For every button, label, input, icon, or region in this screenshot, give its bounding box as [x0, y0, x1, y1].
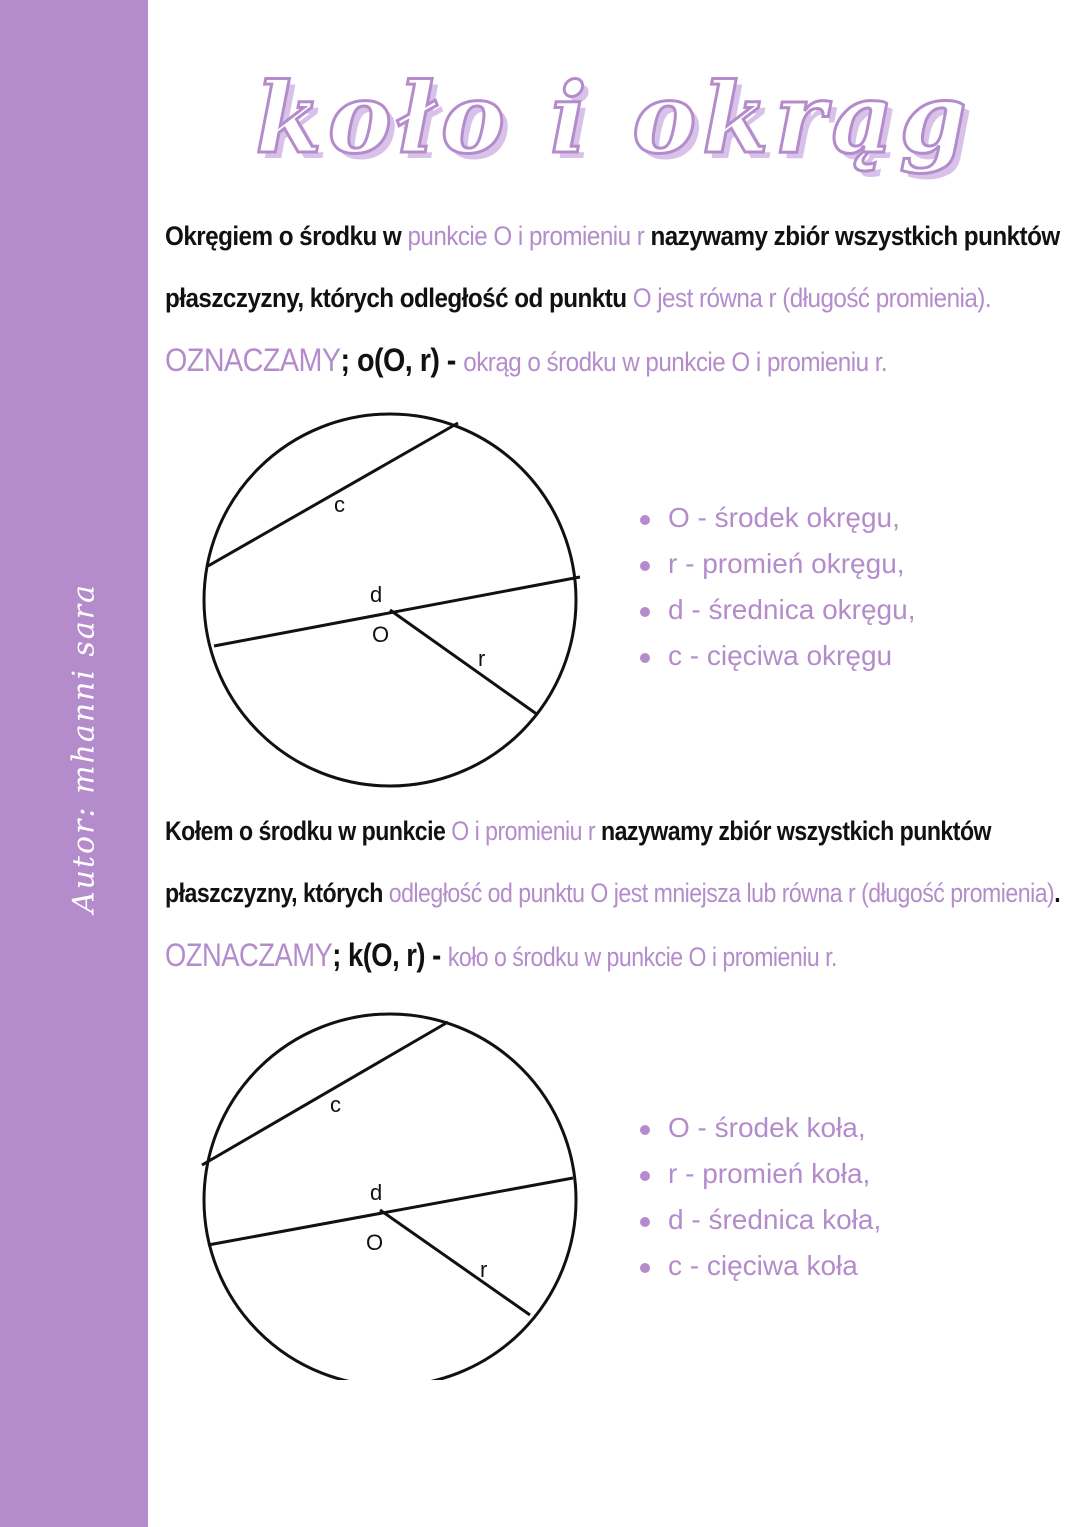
- legend-item: [640, 1151, 881, 1197]
- okrag-circle: [204, 414, 576, 786]
- kolo-radius: [380, 1210, 530, 1315]
- legend-item: [640, 633, 915, 679]
- legend-item: [640, 1243, 881, 1289]
- legend-description: - środek okręgu,: [689, 502, 900, 533]
- okrag-radius-label: r: [478, 646, 486, 671]
- okrag-center-label: O: [372, 622, 390, 647]
- text-run: nazywamy zbiór wszystkich punktów: [644, 221, 1060, 251]
- legend-description: - cięciwa okręgu: [682, 640, 893, 671]
- legend-item: [640, 587, 915, 633]
- legend-description: - średnica okręgu,: [683, 594, 916, 625]
- author-label: Autor: mhanni sara: [66, 582, 102, 914]
- bullet-icon: [640, 515, 650, 525]
- legend-description: - promień okręgu,: [677, 548, 905, 579]
- okrag-diameter-label: d: [370, 582, 383, 607]
- kolo-diameter-label: d: [370, 1180, 383, 1205]
- text-run: okrąg o środku w punkcie O i promieniu r.: [463, 347, 888, 377]
- okrag-def-line-1: [165, 205, 1060, 267]
- okrag-def-line-2: [165, 267, 992, 329]
- legend-symbol: r: [668, 548, 678, 579]
- kolo-def-line-2: [165, 862, 1061, 924]
- bullet-icon: [640, 561, 650, 571]
- kolo-diameter: [208, 1178, 573, 1245]
- bullet-icon: [640, 1125, 650, 1135]
- legend-symbol: d: [668, 594, 684, 625]
- text-run: O jest równa r (długość promienia).: [632, 283, 992, 313]
- okrag-radius: [390, 610, 538, 715]
- page-title: koło i okrąg: [255, 62, 973, 175]
- legend-item: [640, 1197, 881, 1243]
- legend-symbol: c: [668, 640, 682, 671]
- legend-item: [640, 1105, 881, 1151]
- kolo-def-line-1: [165, 800, 992, 862]
- legend-symbol: O: [668, 502, 690, 533]
- text-run: ; o(O, r) -: [340, 342, 464, 378]
- okrag-chord-label: c: [334, 492, 345, 517]
- text-run: nazywamy zbiór wszystkich punktów: [595, 816, 992, 846]
- kolo-definition: [165, 800, 1061, 988]
- text-run: punkcie O i promieniu r: [407, 221, 645, 251]
- text-run: płaszczyzny, których odległość od punktu: [165, 283, 633, 313]
- sidebar: [0, 0, 148, 1527]
- okrag-notation: [165, 329, 973, 393]
- okrag-chord: [208, 423, 458, 566]
- legend-description: - promień koła,: [677, 1158, 871, 1189]
- legend-symbol: c: [668, 1250, 682, 1281]
- text-run: Okręgiem o środku w: [165, 221, 408, 251]
- legend-description: - cięciwa koła: [682, 1250, 858, 1281]
- bullet-icon: [640, 653, 650, 663]
- bullet-icon: [640, 1263, 650, 1273]
- kolo-diagram: [190, 1000, 590, 1380]
- okrag-definition: [165, 205, 1060, 393]
- kolo-center-label: O: [366, 1230, 384, 1255]
- text-run: OZNACZAMY: [165, 937, 333, 973]
- okrag-diameter: [214, 577, 580, 646]
- text-run: .: [1054, 878, 1061, 908]
- text-run: ; k(O, r) -: [332, 937, 448, 973]
- text-run: odległość od punktu O jest mniejsza lub równa r (długość promienia): [388, 878, 1055, 908]
- kolo-radius-label: r: [480, 1257, 488, 1282]
- kolo-chord-label: c: [330, 1092, 341, 1117]
- text-run: płaszczyzny, których: [165, 878, 389, 908]
- kolo-legend: [640, 1105, 881, 1289]
- bullet-icon: [640, 1171, 650, 1181]
- legend-description: - średnica koła,: [683, 1204, 882, 1235]
- legend-description: - środek koła,: [689, 1112, 866, 1143]
- legend-symbol: r: [668, 1158, 678, 1189]
- kolo-circle: [204, 1014, 576, 1380]
- legend-item: [640, 495, 915, 541]
- legend-item: [640, 541, 915, 587]
- bullet-icon: [640, 1217, 650, 1227]
- text-run: Kołem o środku w punkcie: [165, 816, 452, 846]
- legend-symbol: d: [668, 1204, 684, 1235]
- text-run: O i promieniu r: [451, 816, 596, 846]
- kolo-notation: [165, 924, 935, 988]
- bullet-icon: [640, 607, 650, 617]
- okrag-diagram: [190, 410, 590, 790]
- okrag-legend: [640, 495, 915, 679]
- legend-symbol: O: [668, 1112, 690, 1143]
- text-run: koło o środku w punkcie O i promieniu r.: [447, 942, 837, 972]
- text-run: OZNACZAMY: [165, 342, 341, 378]
